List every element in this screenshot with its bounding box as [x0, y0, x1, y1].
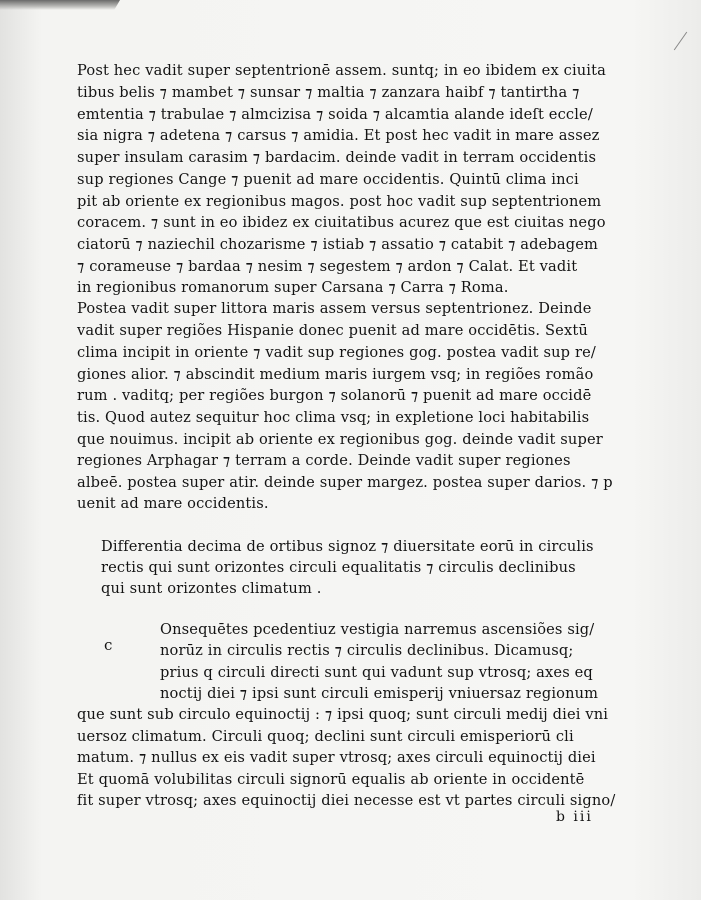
- text-line: sup regiones Cange ⁊ puenit ad mare occidentis. Quintū clima inci: [77, 171, 579, 188]
- text-line: fit super vtrosq; axes equinoctij diei necesse est vt partes circuli signo/: [77, 792, 616, 809]
- text-line: super insulam carasim ⁊ bardacim. deinde vadit in terram occidentis: [77, 149, 597, 166]
- text-line: giones alior. ⁊ abscindit medium maris iurgem vsq; in regiões romão: [77, 366, 594, 383]
- text-line: uenit ad mare occidentis.: [77, 495, 269, 512]
- text-line: Et quomā volubilitas circuli signorū equalis ab oriente in occidentē: [77, 771, 585, 788]
- text-line: vadit super regiões Hispanie donec puenit ad mare occidētis. Sextū: [77, 322, 588, 339]
- text-line: sia nigra ⁊ adetena ⁊ carsus ⁊ amidia. Et post hec vadit in mare assez: [77, 127, 600, 144]
- text-line: regiones Arphagar ⁊ terram a corde. Deinde vadit super regiones: [77, 452, 571, 469]
- text-line: emtentia ⁊ trabulae ⁊ almcizisa ⁊ soida ⁊ alcamtia alande ideſt eccle/: [77, 106, 593, 123]
- text-line: in regionibus romanorum super Carsana ⁊ Carra ⁊ Roma.: [77, 279, 509, 296]
- text-line: norūz in circulis rectis ⁊ circulis declinibus. Dicamusq;: [160, 642, 574, 659]
- text-line: ciatorū ⁊ naziechil chozarisme ⁊ istiab ⁊ assatio ⁊ catabit ⁊ adebagem: [77, 236, 599, 253]
- signature-mark: b iii: [556, 809, 593, 825]
- text-line: que sunt sub circulo equinoctij : ⁊ ipsi quoq; sunt circuli medij diei vni: [77, 706, 609, 723]
- guide-letter: c: [104, 636, 113, 654]
- text-line: prius q circuli directi sunt qui vadunt sup vtrosq; axes eq: [160, 664, 593, 681]
- scan-edge-shadow: [0, 0, 120, 10]
- heading-line: rectis qui sunt orizontes circuli equalitatis ⁊ circulis declinibus: [101, 559, 576, 576]
- text-line: uersoz climatum. Circuli quoq; declini sunt circuli emisperiorū cli: [77, 728, 574, 745]
- text-line: rum . vaditq; per regiões burgon ⁊ solanorū ⁊ puenit ad mare occidē: [77, 387, 592, 404]
- text-line: que nouimus. incipit ab oriente ex regionibus gog. deinde vadit super: [77, 431, 603, 448]
- text-line: Onsequētes pcedentiuz vestigia narremus ascensiões sig/: [160, 621, 595, 638]
- text-line: noctij diei ⁊ ipsi sunt circuli emisperij vniuersaz regionum: [160, 685, 599, 702]
- heading-line: Differentia decima de ortibus signoz ⁊ diuersitate eorū in circulis: [101, 538, 594, 555]
- text-line: clima incipit in oriente ⁊ vadit sup regiones gog. postea vadit sup re/: [77, 344, 596, 361]
- text-line: Post hec vadit super septentrionē assem. suntq; in eo ibidem ex ciuita: [77, 62, 606, 79]
- text-line: coracem. ⁊ sunt in eo ibidez ex ciuitatibus acurez que est ciuitas nego: [77, 214, 606, 231]
- text-line: ⁊ corameuse ⁊ bardaa ⁊ nesim ⁊ segestem ⁊ ardon ⁊ Calat. Et vadit: [77, 258, 578, 275]
- text-line: matum. ⁊ nullus ex eis vadit super vtrosq; axes circuli equinoctij diei: [77, 749, 596, 766]
- text-line: tis. Quod autez sequitur hoc clima vsq; in expletione loci habitabilis: [77, 409, 590, 426]
- text-line: tibus belis ⁊ mambet ⁊ sunsar ⁊ maltia ⁊ zanzara haibf ⁊ tantirtha ⁊: [77, 84, 580, 101]
- text-line: Postea vadit super littora maris assem versus septentrionez. Deinde: [77, 300, 592, 317]
- text-line: pit ab oriente ex regionibus magos. post hoc vadit sup septentrionem: [77, 193, 602, 210]
- heading-line: qui sunt orizontes climatum .: [101, 580, 322, 597]
- text-line: albeē. postea super atir. deinde super margez. postea super darios. ⁊ p: [77, 474, 613, 491]
